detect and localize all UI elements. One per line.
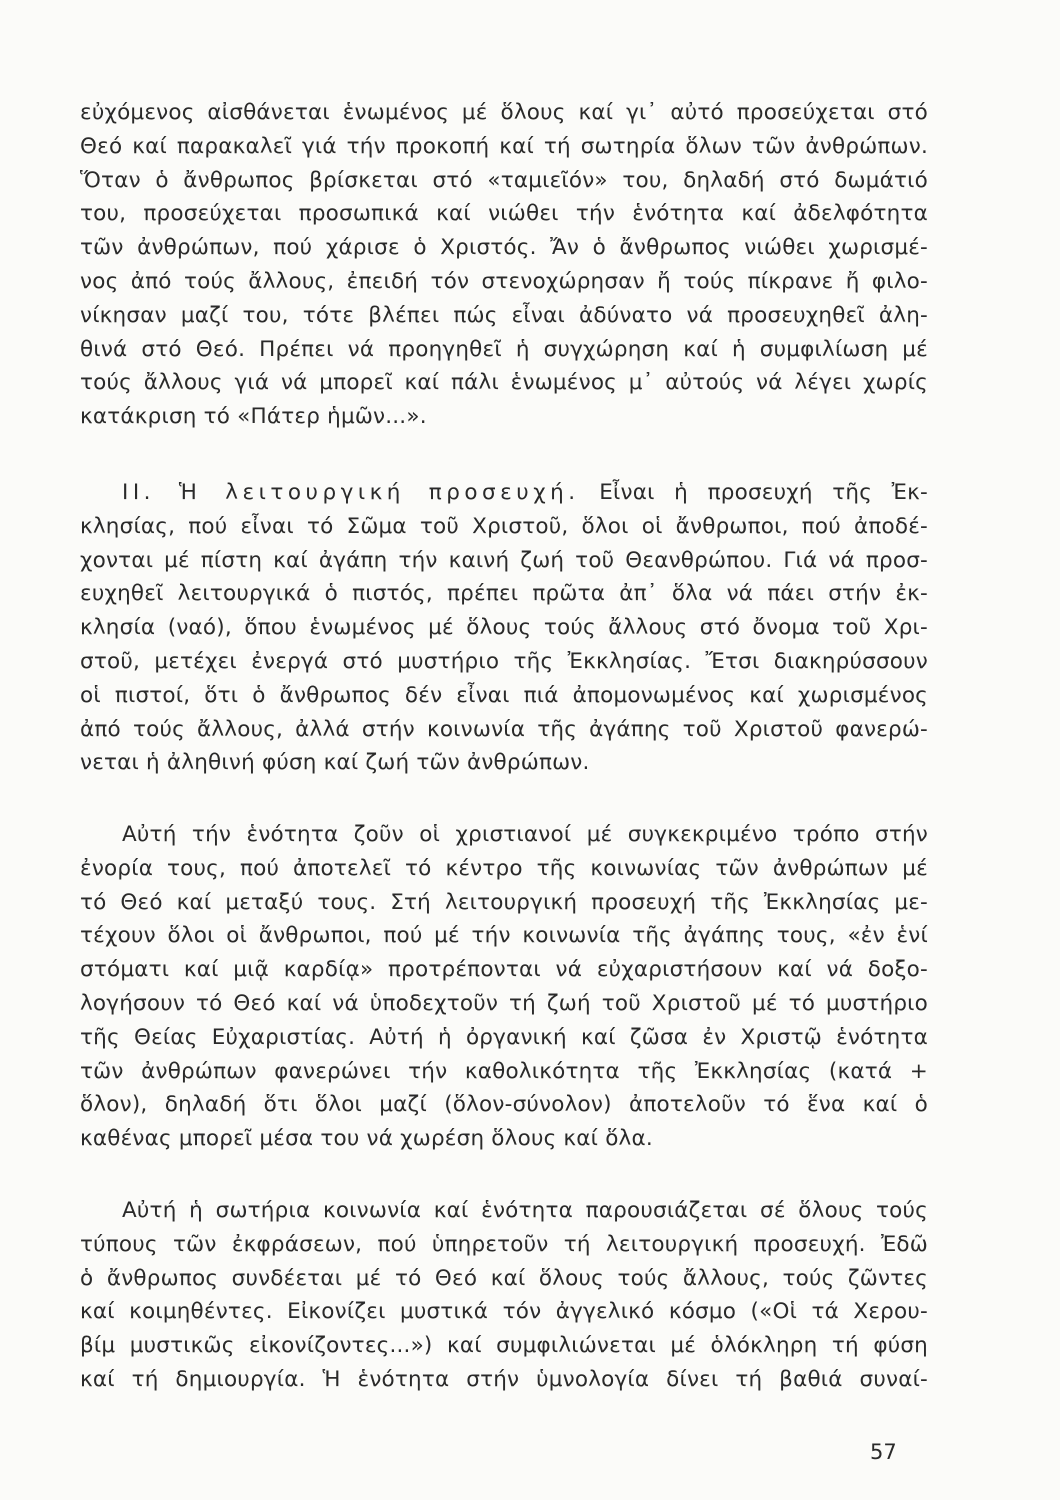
text-line: ὁ ἄνθρωπος συνδέεται μέ τό Θεό καί ὅλους τούς ἄλλους, τούς ζῶντες: [80, 1265, 928, 1291]
text-line: του, προσεύχεται προσωπικά καί νιώθει τήν ἑνότητα καί ἀδελφότητα: [80, 201, 928, 227]
text-line: τῶν ἀνθρώπων, πού χάρισε ὁ Χριστός. Ἄν ὁ ἄνθρωπος νιώθει χωρισμέ-: [80, 235, 928, 261]
text-line: θινά στό Θεό. Πρέπει νά προηγηθεῖ ἡ συγχώρηση καί ἡ συμφιλίωση μέ: [80, 336, 928, 362]
text-line: βίμ μυστικῶς εἰκονίζοντες...») καί συμφιλιώνεται μέ ὁλόκληρη τή φύση: [80, 1333, 928, 1359]
text-line: ἀπό τούς ἄλλους, ἀλλά στήν κοινωνία τῆς ἀγάπης τοῦ Χριστοῦ φανερώ-: [80, 716, 928, 742]
text-line: νίκησαν μαζί του, τότε βλέπει πώς εἶναι ἀδύνατο νά προσευχηθεῖ ἀλη-: [80, 302, 928, 328]
text-line: νεται ἡ ἀληθινή φύση καί ζωή τῶν ἀνθρώπων.: [80, 750, 590, 776]
text-line: ἐνορία τους, πού ἀποτελεῖ τό κέντρο τῆς κοινωνίας τῶν ἀνθρώπων μέ: [80, 855, 928, 881]
text-line: λογήσουν τό Θεό καί νά ὑποδεχτοῦν τή ζωή τοῦ Χριστοῦ μέ τό μυστήριο: [80, 990, 928, 1016]
text-line: χονται μέ πίστη καί ἀγάπη τήν καινή ζωή τοῦ Θεανθρώπου. Γιά νά προσ-: [80, 547, 928, 573]
heading-line-rest: Εἶναι ἡ προσευχή τῆς Ἐκ-: [579, 480, 928, 505]
text-line: νος ἀπό τούς ἄλλους, ἐπειδή τόν στενοχώρησαν ἤ τούς πίκρανε ἤ φιλο-: [80, 268, 928, 294]
text-line: ὅλον), δηλαδή ὅτι ὅλοι μαζί (ὅλον-σύνολον) ἀποτελοῦν τό ἕνα καί ὁ: [80, 1092, 928, 1118]
text-line: εὐχόμενος αἰσθάνεται ἑνωμένος μέ ὅλους καί γι᾽ αὐτό προσεύχεται στό: [80, 100, 928, 125]
text-line: καί τή δημιουργία. Ἡ ἑνότητα στήν ὑμνολογία δίνει τή βαθιά συναί-: [80, 1366, 928, 1392]
text-line: τύπους τῶν ἐκφράσεων, πού ὑπηρετοῦν τή λειτουργική προσευχή. Ἐδῶ: [80, 1231, 928, 1257]
text-line: στοῦ, μετέχει ἐνεργά στό μυστήριο τῆς Ἐκκλησίας. Ἔτσι διακηρύσσουν: [80, 648, 928, 674]
page-number: 57: [870, 1440, 897, 1464]
paragraph-4: [80, 1194, 928, 1397]
text-line: τῆς Θείας Εὐχαριστίας. Αὐτή ἡ ὀργανική καί ζῶσα ἐν Χριστῷ ἑνότητα: [80, 1024, 928, 1050]
text-line: ευχηθεῖ λειτουργικά ὁ πιστός, πρέπει πρῶτα ἀπ᾽ ὅλα νά πάει στήν ἐκ-: [80, 581, 928, 607]
text-line: κατάκριση τό «Πάτερ ἡμῶν...».: [80, 404, 427, 430]
text-line: καθένας μπορεῖ μέσα του νά χωρέση ὅλους καί ὅλα.: [80, 1126, 653, 1152]
text-line: τῶν ἀνθρώπων φανερώνει τήν καθολικότητα τῆς Ἐκκλησίας (κατά +: [80, 1058, 928, 1084]
text-line: κλησίας, πού εἶναι τό Σῶμα τοῦ Χριστοῦ, ὅλοι οἱ ἄνθρωποι, πού ἀποδέ-: [80, 513, 928, 539]
text-line: κλησία (ναό), ὅπου ἑνωμένος μέ ὅλους τούς ἄλλους στό ὄνομα τοῦ Χρι-: [80, 615, 928, 641]
text-line: οἱ πιστοί, ὅτι ὁ ἄνθρωπος δέν εἶναι πιά ἀπομονωμένος καί χωρισμένος: [80, 682, 928, 708]
text-line: Αὐτή ἡ σωτήρια κοινωνία καί ἑνότητα παρουσιάζεται σέ ὅλους τούς: [122, 1198, 928, 1223]
text-line: Αὐτή τήν ἑνότητα ζοῦν οἱ χριστιανοί μέ συγκεκριμένο τρόπο στήν: [122, 822, 928, 847]
text-line: τέχουν ὅλοι οἱ ἄνθρωποι, πού μέ τήν κοινωνία τῆς ἀγάπης τους, «ἐν ἑνί: [80, 923, 928, 949]
paragraph-2: [80, 476, 928, 780]
section-heading: ΙΙ. Ἡ λειτουργική προσευχή.: [122, 480, 580, 505]
paragraph-3: [80, 818, 928, 1156]
text-line: τούς ἄλλους γιά νά μπορεῖ καί πάλι ἑνωμένος μ᾽ αὐτούς νά λέγει χωρίς: [80, 370, 928, 396]
text-line: Ὅταν ὁ ἄνθρωπος βρίσκεται στό «ταμιεῖόν» του, δηλαδή στό δωμάτιό: [80, 167, 928, 193]
text-line: καί κοιμηθέντες. Εἰκονίζει μυστικά τόν ἀγγελικό κόσμο («Οἱ τά Χερου-: [80, 1299, 928, 1325]
text-line: [80, 476, 928, 510]
paragraph-1: [80, 96, 928, 434]
text-line: Θεό καί παρακαλεῖ γιά τήν προκοπή καί τή σωτηρία ὅλων τῶν ἀνθρώπων.: [80, 133, 928, 159]
text-line: στόματι καί μιᾷ καρδίᾳ» προτρέπονται νά εὐχαριστήσουν καί νά δοξο-: [80, 957, 928, 983]
text-line: τό Θεό καί μεταξύ τους. Στή λειτουργική προσευχή τῆς Ἐκκλησίας με-: [80, 889, 928, 915]
